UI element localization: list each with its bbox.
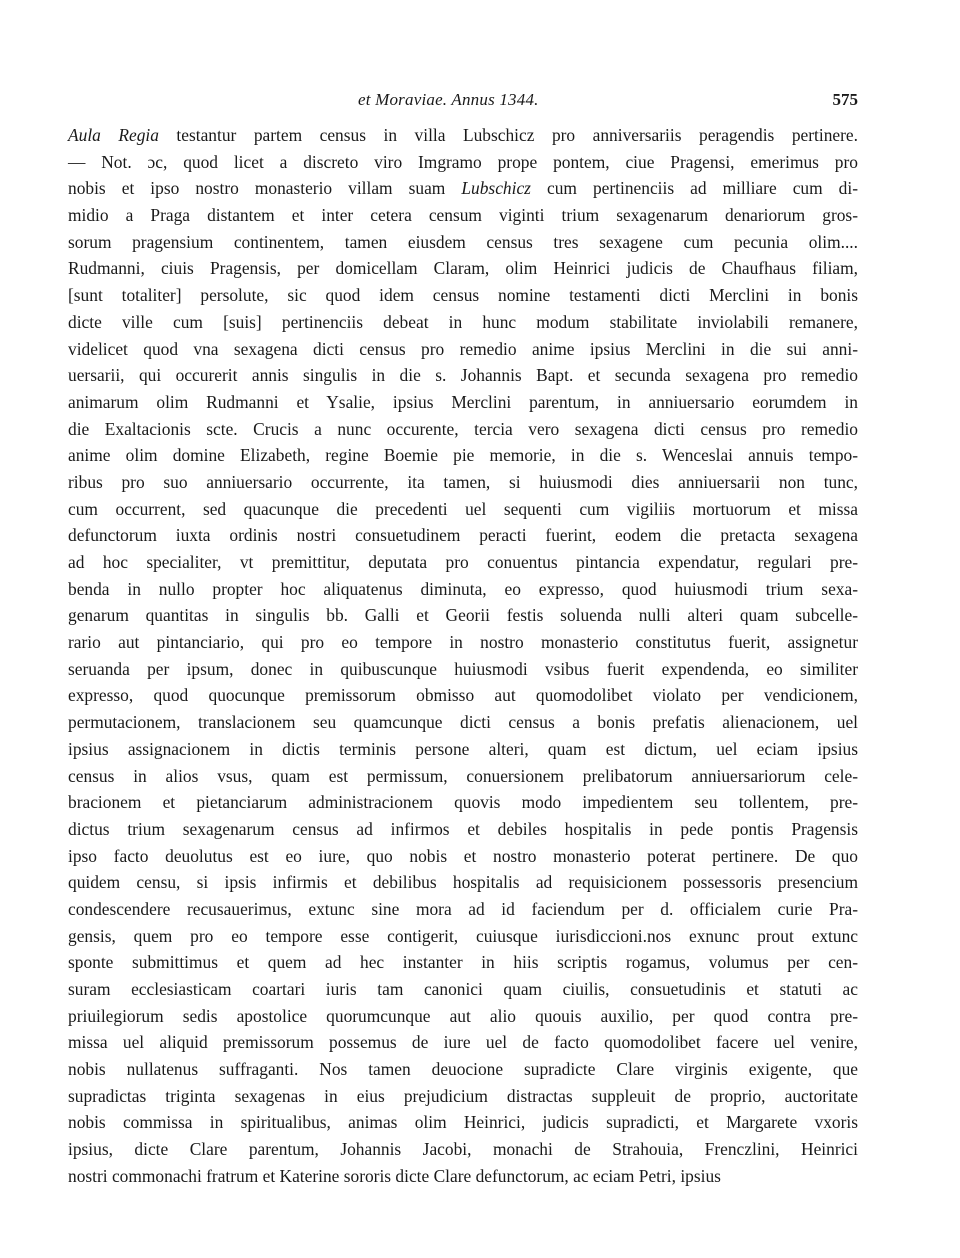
page-number: 575 xyxy=(832,90,858,109)
text-line xyxy=(68,255,858,282)
text-line xyxy=(68,175,858,202)
text-run: bracionem et pietanciarum administracionem quovis modo impedientem seu tollentem, pre- xyxy=(68,792,858,813)
text-line xyxy=(68,282,858,309)
text-run: [sunt totaliter] persolute, sic quod idem census nomine testamenti dicti Merclini in bonis xyxy=(68,285,858,306)
text-run: rario aut pintanciario, qui pro eo tempore in nostro monasterio constitutus fuerit, assignetur xyxy=(68,632,858,653)
text-run: permutacionem, translacionem seu quamcunque dicti census a bonis prefatis alienacionem, uel xyxy=(68,712,858,733)
text-run: ipsius assignacionem in dictis terminis persone alteri, quam est dictum, uel eciam ipsius xyxy=(68,738,858,759)
text-run: ad hoc specialiter, vt premittitur, deputata pro conuentus pintancia expendatur, regulari pre- xyxy=(68,552,858,572)
page-header xyxy=(68,88,858,122)
text-line xyxy=(68,789,858,816)
text-line xyxy=(68,1136,858,1163)
text-line xyxy=(68,416,858,443)
text-run: sorum pragensium continentem, tamen eiusdem census tres sexagene cum pecunia olim.... xyxy=(68,231,858,252)
text-line xyxy=(68,309,858,336)
text-line xyxy=(68,976,858,1003)
text-run: genarum quantitas in singulis bb. Galli et Georii festis soluenda nulli alteri quam subcelle- xyxy=(68,605,858,626)
text-run: defunctorum iuxta ordinis nostri consuetudinem peracti fuerint, eodem die pretacta sexagena xyxy=(68,525,858,546)
text-run: dictus trium sexagenarum census ad infirmos et debiles hospitalis in pede pontis Pragensis xyxy=(68,818,858,839)
italic-text: Aula Regia xyxy=(68,125,159,145)
text-run: missa uel aliquid premissorum possemus de iure uel de facto quomodolibet facere uel venire, xyxy=(68,1032,858,1053)
italic-text: Lubschicz xyxy=(461,178,531,199)
text-run: nobis et ipso nostro monasterio villam suam xyxy=(68,178,462,199)
text-run: gensis, quem pro eo tempore esse contigerit, cuiusque iurisdiccioni.nos exnunc prout extunc xyxy=(68,925,858,946)
text-line xyxy=(68,843,858,870)
text-run: expresso, quod quocunque premissorum obmisso aut quomodolibet violato per vendicionem, xyxy=(68,685,858,706)
text-run: cum pertinenciis ad milliare cum di- xyxy=(530,178,858,199)
document-page xyxy=(68,88,858,1190)
text-run: sponte submittimus et quem ad hec instanter in hiis scriptis rogamus, volumus per cen- xyxy=(68,952,858,973)
text-line xyxy=(68,122,858,149)
text-run: testantur partem census in villa Lubschicz pro anniversariis peragendis pertinere. xyxy=(158,125,858,145)
text-run: anime olim domine Elizabeth, regine Boemie pie memorie, in die s. Wenceslai annuis tempo- xyxy=(68,445,858,466)
text-run: nostri commonachi fratrum et Katerine sororis dicte Clare defunctorum, ac eciam Petri, ipsius xyxy=(68,1165,721,1186)
text-line xyxy=(68,656,858,683)
text-run: priuilegiorum sedis apostolice quorumcunque aut alio quouis auxilio, per quod contra pre- xyxy=(68,1005,858,1026)
text-line xyxy=(68,736,858,763)
text-run: animarum olim Rudmanni et Ysalie, ipsius Merclini parentum, in anniuersario eorumdem in xyxy=(68,391,858,412)
text-run: ipsius, dicte Clare parentum, Johannis Jacobi, monachi de Strahouia, Frenczlini, Heinrici xyxy=(68,1139,858,1160)
text-run: ipso facto deuolutus est eo iure, quo nobis et nostro monasterio poterat pertinere. De quo xyxy=(68,845,858,866)
text-run: die Exaltacionis scte. Crucis a nunc occurente, tercia vero sexagena dicti census pro remedio xyxy=(68,418,858,439)
text-line xyxy=(68,362,858,389)
text-run: nobis commissa in spiritualibus, animas olim Heinrici, judicis supradicti, et Margarete vxoris xyxy=(68,1112,858,1133)
text-run: condescendere recusauerimus, extunc sine mora ad id faciendum per d. officialem curie Pra- xyxy=(68,898,858,919)
text-run: videlicet quod vna sexagena dicti census pro remedio anime ipsius Merclini in die sui anni- xyxy=(68,338,858,359)
text-run: census in alios vsus, quam est permissum, conuersionem prelibatorum anniuersariorum cele- xyxy=(68,765,858,786)
text-line xyxy=(68,1056,858,1083)
text-line xyxy=(68,682,858,709)
text-line xyxy=(68,949,858,976)
text-line xyxy=(68,149,858,176)
text-run: benda in nullo propter hoc aliquatenus diminuta, eo expresso, quod huiusmodi trium sexa- xyxy=(68,578,858,599)
text-run: suram ecclesiasticam coartari iuris tam canonici quam ciuilis, consuetudinis et statuti ac xyxy=(68,979,858,999)
text-line xyxy=(68,602,858,629)
text-line xyxy=(68,1029,858,1056)
text-run: supradictas triginta sexagenas in eius prejudicium distractas suppleuit de proprio, auctoritate xyxy=(68,1085,858,1106)
text-run: — Not. ɔc, quod licet a discreto viro Imgramo prope pontem, ciue Pragensi, emerimus pro xyxy=(68,151,858,172)
text-line xyxy=(68,389,858,416)
text-line xyxy=(68,576,858,603)
text-line xyxy=(68,522,858,549)
text-line xyxy=(68,442,858,469)
text-line xyxy=(68,763,858,790)
text-run: uersarii, qui occurerit annis singulis in die s. Johannis Bapt. et secunda sexagena pro remedio xyxy=(68,365,858,386)
text-line xyxy=(68,629,858,656)
text-run: seruanda per ipsum, donec in quibuscunque huiusmodi vsibus fuerit expendenda, eo similiter xyxy=(68,658,858,679)
text-run: nobis nullatenus suffraganti. Nos tamen deuocione supradicte Clare virginis exigente, que xyxy=(68,1059,858,1080)
text-line xyxy=(68,549,858,576)
text-line xyxy=(68,202,858,229)
text-line xyxy=(68,1163,858,1190)
text-line xyxy=(68,1003,858,1030)
text-run: Rudmanni, ciuis Pragensis, per domicellam Claram, olim Heinrici judicis de Chaufhaus filiam, xyxy=(68,258,858,279)
text-run: dicte ville cum [suis] pertinenciis debeat in hunc modum stabilitate inviolabili remanere, xyxy=(68,311,858,332)
running-head: et Moraviae. Annus 1344. xyxy=(358,90,539,109)
text-line xyxy=(68,923,858,950)
text-run: quidem censu, si ipsis infirmis et debilibus hospitalis ad requisicionem possessoris presencium xyxy=(68,872,858,893)
text-run: midio a Praga distantem et inter cetera censum viginti trium sexagenarum denariorum gros- xyxy=(68,205,858,226)
body-text xyxy=(68,122,858,1190)
text-line xyxy=(68,229,858,256)
text-run: cum occurrent, sed quacunque die precedenti uel sequenti cum vigiliis mortuorum et missa xyxy=(68,498,858,519)
text-line xyxy=(68,469,858,496)
text-line xyxy=(68,816,858,843)
text-run: ribus pro suo anniuersario occurrente, ita tamen, si huiusmodi dies anniuersarii non tunc, xyxy=(68,471,858,492)
text-line xyxy=(68,709,858,736)
text-line xyxy=(68,896,858,923)
text-line xyxy=(68,496,858,523)
text-line xyxy=(68,1109,858,1136)
text-line xyxy=(68,869,858,896)
text-line xyxy=(68,336,858,363)
text-line xyxy=(68,1083,858,1110)
